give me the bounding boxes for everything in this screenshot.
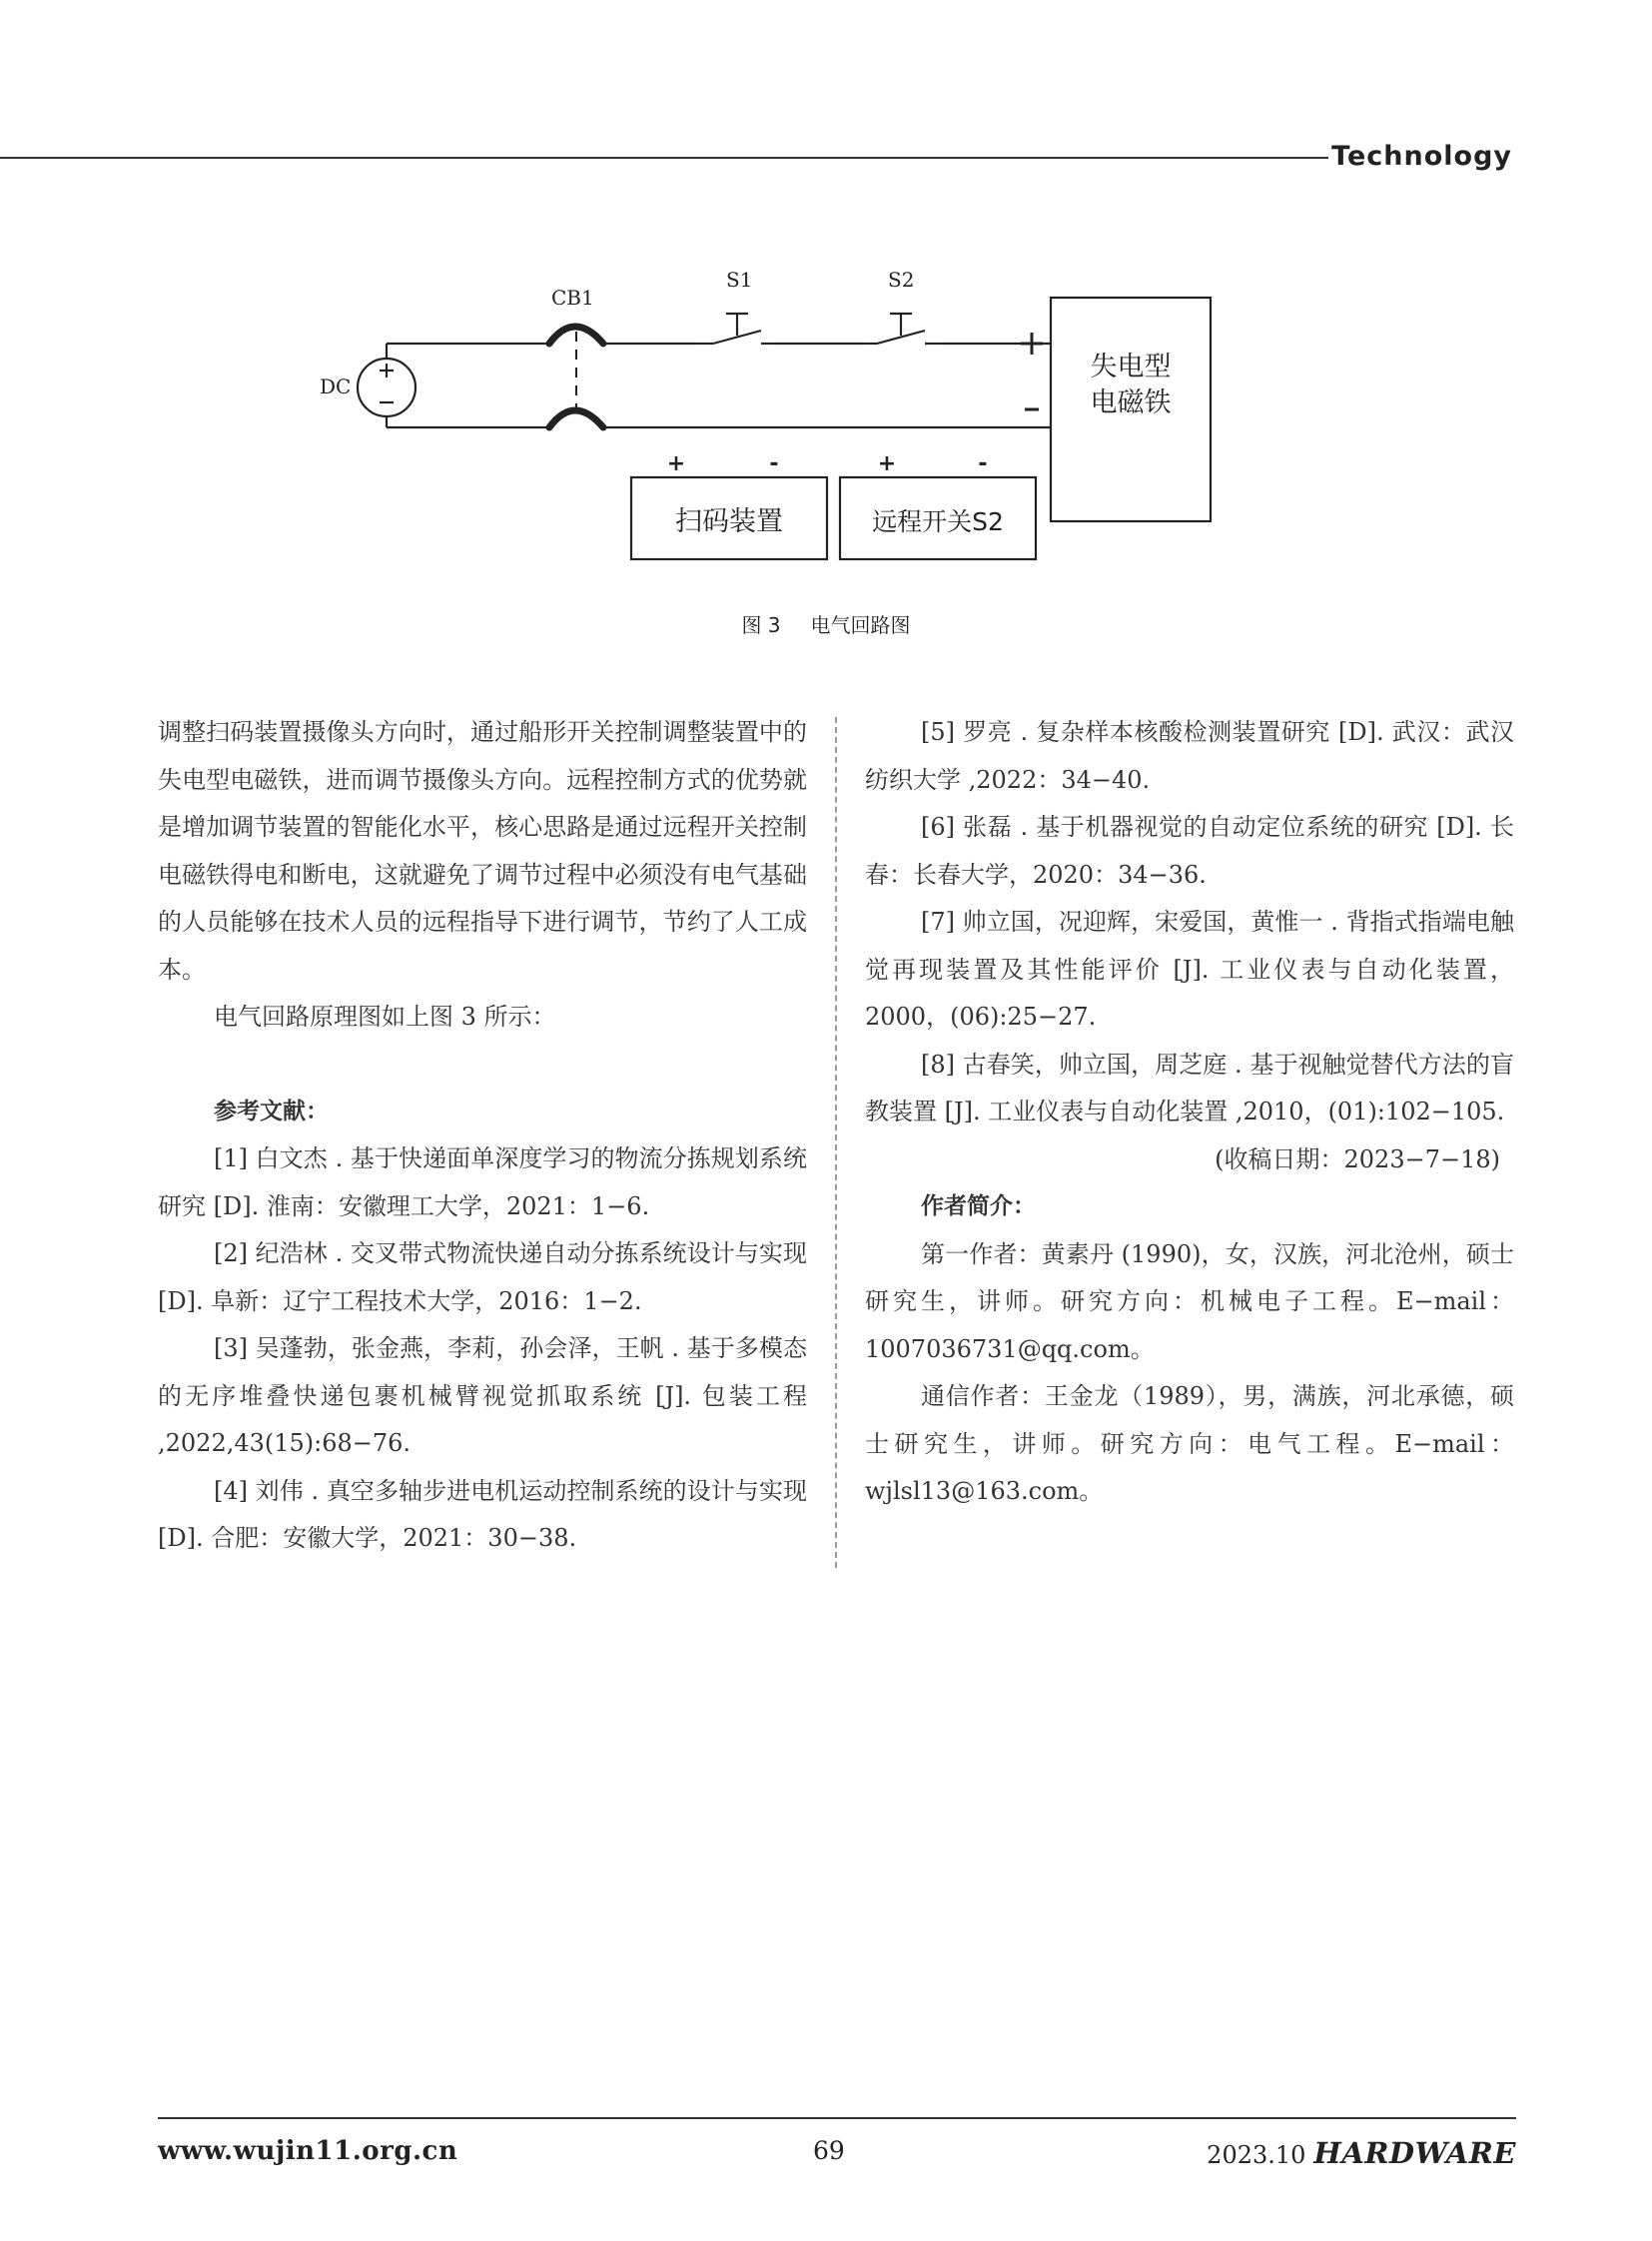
cb1-label: CB1 bbox=[551, 286, 594, 310]
header-rule bbox=[0, 157, 1328, 159]
reference-item: [1] 白文杰 . 基于快递面单深度学习的物流分拣规划系统研究 [D]. 淮南：安徽理工大学，2021：1−6. bbox=[158, 1144, 807, 1220]
remote-plus-label: + bbox=[877, 451, 897, 476]
reference-item: [3] 吴蓬勃，张金燕，李莉，孙会泽，王帆 . 基于多模态的无序堆叠快递包裹机械臂视觉抓取系统 [J]. 包装工程 ,2022,43(15):68−76. bbox=[158, 1334, 807, 1457]
column-divider bbox=[835, 717, 837, 1568]
scanner-minus-label: - bbox=[769, 451, 779, 476]
circuit-diagram bbox=[300, 260, 1278, 579]
author-bio: 第一作者：黄素丹 (1990)，女，汉族，河北沧州，硕士研究生，讲师。研究方向：机械电子工程。E−mail：1007036731@qq.com。 bbox=[865, 1239, 1514, 1363]
s2-label: S2 bbox=[888, 268, 915, 292]
remote-minus-label: - bbox=[978, 451, 988, 476]
author-bio: 通信作者：王金龙（1989），男，满族，河北承德，硕士研究生，讲师。研究方向：电气工程。E−mail：wjlsl13@163.com。 bbox=[865, 1382, 1514, 1505]
footer-rule bbox=[158, 2117, 1516, 2119]
figure-number: 图 3 bbox=[741, 613, 781, 637]
scanner-plus-label: + bbox=[666, 451, 686, 476]
right-column bbox=[865, 709, 1514, 1516]
cb1-lower-breaker bbox=[549, 410, 603, 427]
s1-label: S1 bbox=[726, 268, 753, 292]
body-paragraph: 电气回路原理图如上图 3 所示： bbox=[214, 1003, 556, 1031]
magnet-label-line2: 电磁铁 bbox=[1090, 387, 1172, 418]
reference-item: [2] 纪浩林 . 交叉带式物流快递自动分拣系统设计与实现 [D]. 阜新：辽宁工程技术大学，2016：1−2. bbox=[158, 1239, 807, 1315]
reference-item: [5] 罗亮 . 复杂样本核酸检测装置研究 [D]. 武汉：武汉纺织大学 ,2022：34−40. bbox=[865, 718, 1514, 794]
left-column bbox=[158, 709, 807, 1563]
dc-label: DC bbox=[320, 374, 352, 398]
reference-item: [8] 古春笑，帅立国，周芝庭 . 基于视触觉替代方法的盲教装置 [J]. 工业仪表与自动化装置 ,2010，(01):102−105. bbox=[865, 1050, 1514, 1125]
figure-title: 电气回路图 bbox=[810, 613, 911, 637]
body-paragraph: 调整扫码装置摄像头方向时，通过船形开关控制调整装置中的失电型电磁铁，进而调节摄像头方向。远程控制方式的优势就是增加调节装置的智能化水平，核心思路是通过远程开关控制电磁铁得电和断电，这就避免了调节过程中必须没有电气基础的人员能够在技术人员的远程指导下进行调节，节约了人工成本。 bbox=[158, 718, 807, 984]
magnet-label-line1: 失电型 bbox=[1090, 352, 1172, 382]
page-number: 69 bbox=[813, 2136, 845, 2165]
figure-caption bbox=[0, 609, 1652, 638]
reference-item: [4] 刘伟 . 真空多轴步进电机运动控制系统的设计与实现 [D]. 合肥：安徽大学，2021：30−38. bbox=[158, 1476, 807, 1552]
issue-date: 2023.10 bbox=[1207, 2141, 1306, 2169]
scanner-label: 扫码装置 bbox=[675, 506, 783, 537]
references-heading: 参考文献： bbox=[214, 1098, 329, 1124]
circuit-figure bbox=[300, 260, 1278, 579]
section-tag: Technology bbox=[1331, 141, 1512, 172]
remote-switch-label: 远程开关S2 bbox=[872, 507, 1004, 536]
authors-heading: 作者简介： bbox=[921, 1193, 1036, 1219]
reference-item: [6] 张磊 . 基于机器视觉的自动定位系统的研究 [D]. 长春：长春大学，2020：34−36. bbox=[865, 813, 1514, 889]
footer-url: www.wujin11.org.cn bbox=[158, 2136, 458, 2166]
journal-name: HARDWARE bbox=[1313, 2136, 1516, 2170]
reference-item: [7] 帅立国，况迎辉，宋爱国，黄惟一 . 背指式指端电触觉再现装置及其性能评价 [J]. 工业仪表与自动化装置，2000，(06):25−27. bbox=[865, 908, 1514, 1031]
received-date: (收稿日期：2023−7−18) bbox=[1215, 1144, 1500, 1173]
footer-issue bbox=[1207, 2136, 1516, 2170]
